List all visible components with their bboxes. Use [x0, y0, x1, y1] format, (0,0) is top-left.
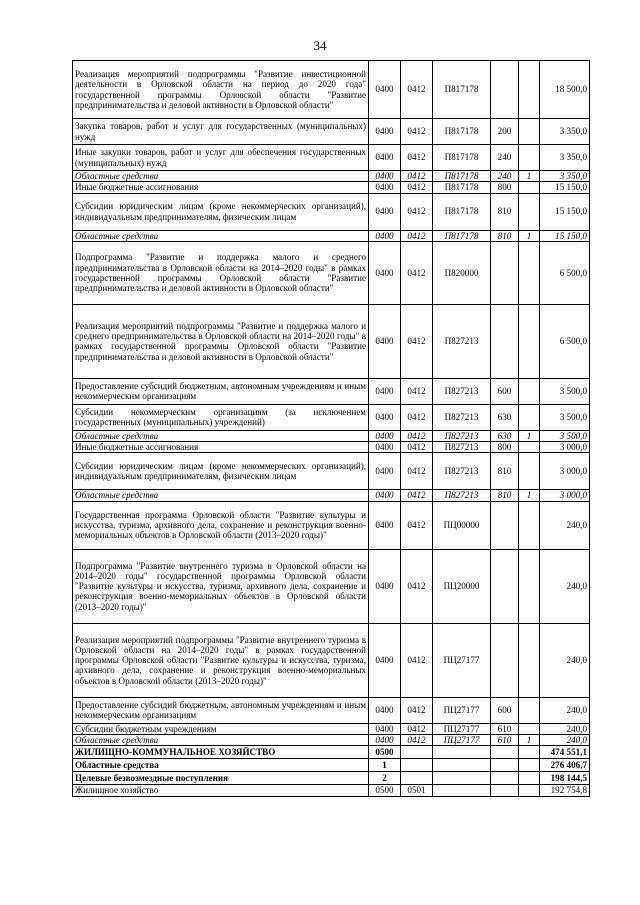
- row-target-article: П817178: [433, 182, 491, 193]
- row-funding-source: [519, 193, 540, 230]
- row-section: 0400: [369, 723, 401, 734]
- row-description: Областные средства: [73, 230, 369, 241]
- row-funding-source: [519, 304, 540, 378]
- row-amount: 15 150,0: [540, 230, 590, 241]
- row-section: 0400: [369, 735, 401, 746]
- row-target-article: П827213: [433, 304, 491, 378]
- row-funding-source: [519, 623, 540, 697]
- row-description: Государственная программа Орловской области "Развитие культуры и искусства, туризма, архивного дела, сохранение и реконструкция военно-мемориальных объектов в Орловской области (2013–2020 годы)": [73, 501, 369, 549]
- row-subsection: 0412: [401, 182, 433, 193]
- row-section: 0500: [369, 785, 401, 796]
- row-funding-source: [519, 241, 540, 304]
- row-target-article: П827213: [433, 404, 491, 430]
- row-expense-type: [491, 746, 519, 759]
- row-description: Субсидии бюджетным учреждениям: [73, 723, 369, 734]
- row-description: Закупка товаров, работ и услуг для государственных (муниципальных) нужд: [73, 119, 369, 145]
- table-row: [73, 735, 590, 746]
- row-description: Подпрограмма "Развитие и поддержка малого и среднего предпринимательства в Орловской области на 2014–2020 годы" в рамках государственной программы Орловской области "Развитие предпринимательства и деловой активности в Орловской области": [73, 241, 369, 304]
- row-subsection: 0412: [401, 501, 433, 549]
- row-subsection: 0412: [401, 549, 433, 623]
- row-amount: 240,0: [540, 501, 590, 549]
- row-amount: 3 500,0: [540, 404, 590, 430]
- table-row: [73, 453, 590, 490]
- row-section: 0400: [369, 230, 401, 241]
- row-expense-type: 630: [491, 430, 519, 441]
- row-subsection: 0412: [401, 623, 433, 697]
- row-expense-type: 800: [491, 182, 519, 193]
- table-row: [73, 746, 590, 759]
- row-funding-source: [519, 746, 540, 759]
- row-target-article: П817178: [433, 145, 491, 171]
- row-funding-source: 1: [519, 171, 540, 182]
- table-row: [73, 772, 590, 785]
- row-description: Областные средства: [73, 430, 369, 441]
- row-funding-source: 1: [519, 490, 540, 501]
- row-amount: 3 000,0: [540, 442, 590, 453]
- row-description: Жилищное хозяйство: [73, 785, 369, 796]
- row-target-article: П817178: [433, 119, 491, 145]
- row-expense-type: 810: [491, 230, 519, 241]
- row-target-article: [433, 759, 491, 772]
- row-amount: 3 500,0: [540, 430, 590, 441]
- row-expense-type: [491, 785, 519, 796]
- table-row: [73, 490, 590, 501]
- row-target-article: [433, 785, 491, 796]
- row-funding-source: [519, 723, 540, 734]
- row-amount: 240,0: [540, 697, 590, 723]
- row-description: Иные бюджетные ассигнования: [73, 442, 369, 453]
- row-subsection: [401, 746, 433, 759]
- row-expense-type: 200: [491, 119, 519, 145]
- row-amount: 474 551,1: [540, 746, 590, 759]
- row-subsection: 0412: [401, 723, 433, 734]
- row-amount: 3 350,0: [540, 171, 590, 182]
- row-target-article: П817178: [433, 171, 491, 182]
- row-section: 0500: [369, 746, 401, 759]
- row-section: 0400: [369, 453, 401, 490]
- row-expense-type: [491, 304, 519, 378]
- table-row: [73, 230, 590, 241]
- row-target-article: ПЦ20000: [433, 549, 491, 623]
- row-amount: 192 754,8: [540, 785, 590, 796]
- row-expense-type: 810: [491, 453, 519, 490]
- row-amount: 15 150,0: [540, 193, 590, 230]
- row-target-article: П817178: [433, 230, 491, 241]
- row-funding-source: 1: [519, 430, 540, 441]
- row-section: 0400: [369, 378, 401, 404]
- row-amount: 3 500,0: [540, 378, 590, 404]
- row-subsection: 0412: [401, 490, 433, 501]
- row-expense-type: 800: [491, 442, 519, 453]
- row-amount: 198 144,5: [540, 772, 590, 785]
- row-section: 0400: [369, 193, 401, 230]
- row-description: Подпрограмма "Развитие внутреннего туризма в Орловской области на 2014–2020 годы" государственной программы Орловской области "Развитие культуры и искусства, туризма, архивного дела, сохранение и реконструкция военно-мемориальных объектов в Орловской области (2013–2020 годы)": [73, 549, 369, 623]
- page-number: 34: [313, 38, 327, 53]
- row-funding-source: [519, 759, 540, 772]
- row-amount: 240,0: [540, 723, 590, 734]
- row-target-article: П827213: [433, 453, 491, 490]
- row-funding-source: 1: [519, 230, 540, 241]
- row-subsection: [401, 772, 433, 785]
- row-section: 0400: [369, 697, 401, 723]
- row-section: 1: [369, 759, 401, 772]
- row-amount: 240,0: [540, 623, 590, 697]
- row-funding-source: 1: [519, 735, 540, 746]
- row-description: Областные средства: [73, 171, 369, 182]
- row-amount: 6 500,0: [540, 304, 590, 378]
- row-expense-type: 240: [491, 171, 519, 182]
- row-funding-source: [519, 549, 540, 623]
- row-subsection: 0412: [401, 230, 433, 241]
- row-target-article: ПЦ27177: [433, 623, 491, 697]
- row-description: Реализация мероприятий подпрограммы "Развитие инвестиционной деятельности в Орловской области на период до 2020 года" государственной программы Орловской области "Развитие предпринимательства и деловой активности в Орловской области": [73, 61, 369, 119]
- row-target-article: ПЦ27177: [433, 723, 491, 734]
- row-funding-source: [519, 697, 540, 723]
- row-subsection: 0412: [401, 193, 433, 230]
- row-amount: 3 000,0: [540, 453, 590, 490]
- row-funding-source: [519, 119, 540, 145]
- row-amount: 3 000,0: [540, 490, 590, 501]
- row-target-article: [433, 772, 491, 785]
- row-section: 0400: [369, 442, 401, 453]
- row-description: Субсидии юридическим лицам (кроме некоммерческих организаций), индивидуальным предпринимателям, физическим лицам: [73, 193, 369, 230]
- row-subsection: 0412: [401, 304, 433, 378]
- table-row: [73, 182, 590, 193]
- row-funding-source: [519, 404, 540, 430]
- row-target-article: П827213: [433, 430, 491, 441]
- row-expense-type: 600: [491, 378, 519, 404]
- table-row: [73, 697, 590, 723]
- row-section: 0400: [369, 241, 401, 304]
- row-expense-type: 240: [491, 145, 519, 171]
- table-row: [73, 171, 590, 182]
- row-amount: 240,0: [540, 549, 590, 623]
- row-description: Предоставление субсидий бюджетным, автономным учреждениям и иным некоммерческим организациям: [73, 378, 369, 404]
- row-description: Иные бюджетные ассигнования: [73, 182, 369, 193]
- row-expense-type: 810: [491, 193, 519, 230]
- row-funding-source: [519, 772, 540, 785]
- row-section: 0400: [369, 623, 401, 697]
- row-description: Областные средства: [73, 759, 369, 772]
- row-description: Целевые безвозмездные поступления: [73, 772, 369, 785]
- row-expense-type: [491, 623, 519, 697]
- row-target-article: ПЦ27177: [433, 735, 491, 746]
- table-row: [73, 759, 590, 772]
- row-funding-source: [519, 182, 540, 193]
- row-target-article: ПЦ27177: [433, 697, 491, 723]
- row-expense-type: 630: [491, 404, 519, 430]
- row-section: 0400: [369, 430, 401, 441]
- row-subsection: 0412: [401, 430, 433, 441]
- row-subsection: 0412: [401, 453, 433, 490]
- row-section: 0400: [369, 490, 401, 501]
- row-section: 0400: [369, 182, 401, 193]
- row-subsection: 0501: [401, 785, 433, 796]
- row-amount: 15 150,0: [540, 182, 590, 193]
- row-expense-type: 810: [491, 490, 519, 501]
- row-target-article: П817178: [433, 193, 491, 230]
- row-subsection: 0412: [401, 442, 433, 453]
- row-funding-source: [519, 501, 540, 549]
- row-expense-type: [491, 759, 519, 772]
- row-description: Субсидии юридическим лицам (кроме некоммерческих организаций), индивидуальным предпринимателям, физическим лицам: [73, 453, 369, 490]
- row-funding-source: [519, 61, 540, 119]
- row-target-article: П827213: [433, 442, 491, 453]
- table-row: [73, 442, 590, 453]
- row-description: Субсидии некоммерческим организациям (за исключением государственных (муниципальных) учреждений): [73, 404, 369, 430]
- table-row: [73, 145, 590, 171]
- row-section: 0400: [369, 404, 401, 430]
- table-row: [73, 430, 590, 441]
- row-funding-source: [519, 785, 540, 796]
- table-row: [73, 241, 590, 304]
- row-target-article: П820000: [433, 241, 491, 304]
- row-expense-type: [491, 241, 519, 304]
- row-target-article: П827213: [433, 490, 491, 501]
- table-row: [73, 785, 590, 796]
- row-target-article: П817178: [433, 61, 491, 119]
- row-subsection: 0412: [401, 119, 433, 145]
- row-description: Иные закупки товаров, работ и услуг для обеспечения государственных (муниципальных) нужд: [73, 145, 369, 171]
- row-subsection: 0412: [401, 697, 433, 723]
- row-target-article: [433, 746, 491, 759]
- row-subsection: 0412: [401, 735, 433, 746]
- table-row: [73, 404, 590, 430]
- row-section: 0400: [369, 145, 401, 171]
- row-section: 0400: [369, 171, 401, 182]
- table-row: [73, 549, 590, 623]
- row-expense-type: [491, 772, 519, 785]
- row-subsection: 0412: [401, 61, 433, 119]
- row-expense-type: [491, 549, 519, 623]
- table-row: [73, 501, 590, 549]
- row-funding-source: [519, 453, 540, 490]
- row-expense-type: 610: [491, 735, 519, 746]
- row-section: 0400: [369, 501, 401, 549]
- table-row: [73, 61, 590, 119]
- table-row: [73, 623, 590, 697]
- row-funding-source: [519, 378, 540, 404]
- row-expense-type: [491, 501, 519, 549]
- budget-table: [72, 60, 590, 797]
- row-funding-source: [519, 442, 540, 453]
- row-expense-type: 600: [491, 697, 519, 723]
- row-section: 0400: [369, 304, 401, 378]
- row-section: 0400: [369, 119, 401, 145]
- row-target-article: П827213: [433, 378, 491, 404]
- row-section: 0400: [369, 61, 401, 119]
- row-amount: 6 500,0: [540, 241, 590, 304]
- row-subsection: 0412: [401, 378, 433, 404]
- row-funding-source: [519, 145, 540, 171]
- row-subsection: 0412: [401, 171, 433, 182]
- row-description: Предоставление субсидий бюджетным, автономным учреждениям и иным некоммерческим организациям: [73, 697, 369, 723]
- row-amount: 3 350,0: [540, 145, 590, 171]
- row-subsection: [401, 759, 433, 772]
- row-amount: 240,0: [540, 735, 590, 746]
- table-row: [73, 119, 590, 145]
- row-section: 2: [369, 772, 401, 785]
- row-amount: 18 500,0: [540, 61, 590, 119]
- row-expense-type: [491, 61, 519, 119]
- table-row: [73, 723, 590, 734]
- row-expense-type: 610: [491, 723, 519, 734]
- row-target-article: ПЦ00000: [433, 501, 491, 549]
- row-amount: 3 350,0: [540, 119, 590, 145]
- row-amount: 276 406,7: [540, 759, 590, 772]
- row-description: Реализация мероприятий подпрограммы "Развитие внутреннего туризма в Орловской области на 2014–2020 годы" в рамках государственной программы Орловской области "Развитие культуры и искусства, туризма, архивного дела, сохранение и реконструкция военно-мемориальных объектов в Орловской области (2013–2020 годы)": [73, 623, 369, 697]
- row-subsection: 0412: [401, 241, 433, 304]
- table-row: [73, 193, 590, 230]
- row-subsection: 0412: [401, 145, 433, 171]
- row-description: Реализация мероприятий подпрограммы "Развитие и поддержка малого и среднего предпринимательства в Орловской области на 2014–2020 годы" в рамках государственной программы Орловской области "Развитие предпринимательства и деловой активности в Орловской области": [73, 304, 369, 378]
- row-description: Областные средства: [73, 490, 369, 501]
- table-row: [73, 304, 590, 378]
- row-section: 0400: [369, 549, 401, 623]
- row-description: ЖИЛИЩНО-КОММУНАЛЬНОЕ ХОЗЯЙСТВО: [73, 746, 369, 759]
- row-subsection: 0412: [401, 404, 433, 430]
- row-description: Областные средства: [73, 735, 369, 746]
- table-row: [73, 378, 590, 404]
